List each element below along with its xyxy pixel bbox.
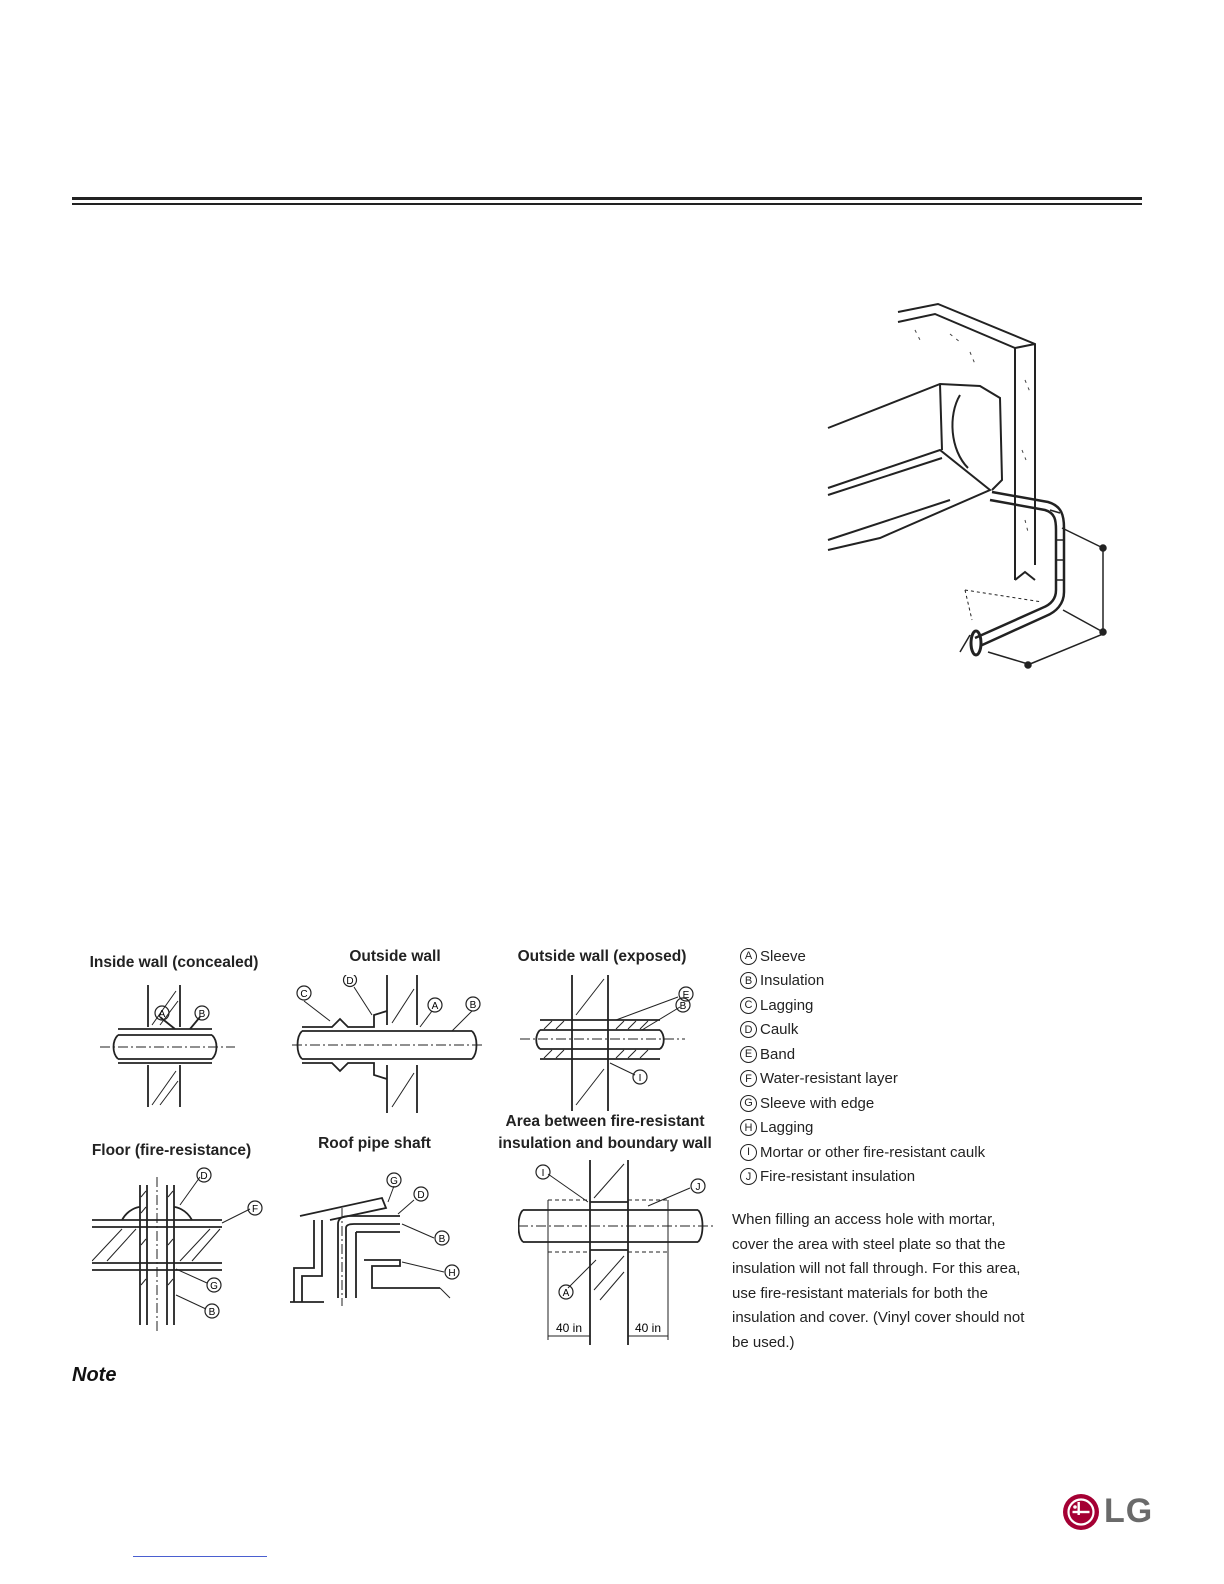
svg-text:G: G <box>210 1281 218 1292</box>
legend-letter: C <box>740 997 757 1014</box>
legend-letter: J <box>740 1168 757 1185</box>
svg-text:J: J <box>695 1182 701 1193</box>
fig-outside-exposed-title: Outside wall (exposed) <box>517 948 687 965</box>
legend-item <box>740 1067 1040 1092</box>
fig-inside-wall-title: Inside wall (concealed) <box>89 954 259 971</box>
legend-label: Fire-resistant insulation <box>760 1168 916 1186</box>
legend-item <box>740 1042 1040 1067</box>
svg-text:F: F <box>251 1204 259 1215</box>
legend-label: Insulation <box>760 972 825 990</box>
svg-text:C: C <box>300 989 308 1000</box>
svg-text:H: H <box>448 1268 456 1279</box>
legend-label: Lagging <box>760 1119 814 1137</box>
fig-fire-area-diagram <box>518 1160 718 1345</box>
svg-text:A: A <box>431 1001 439 1012</box>
legend-letter: H <box>740 1119 757 1136</box>
fig-fire-area-title-2: insulation and boundary wall <box>498 1135 712 1152</box>
svg-text:D: D <box>200 1171 208 1182</box>
legend-label: Water-resistant layer <box>760 1070 898 1088</box>
legend-label: Mortar or other fire-resistant caulk <box>760 1143 986 1161</box>
fig-roof-diagram <box>290 1168 470 1308</box>
header-rule-top <box>72 197 1142 200</box>
fig-roof-title: Roof pipe shaft <box>318 1135 431 1152</box>
svg-text:I: I <box>541 1168 545 1179</box>
dim-left-label: 40 in <box>555 1321 583 1335</box>
dim-right-label: 40 in <box>634 1321 662 1335</box>
legend-item <box>740 1165 1040 1190</box>
legend-letter: G <box>740 1095 757 1112</box>
svg-text:A: A <box>158 1009 166 1020</box>
legend-item <box>740 1140 1040 1165</box>
svg-text:A: A <box>562 1288 570 1299</box>
legend-label: Band <box>760 1045 796 1063</box>
svg-text:D: D <box>346 976 354 987</box>
fig-outside-wall-diagram <box>292 975 487 1115</box>
lg-logo-text: LG <box>1104 1492 1154 1530</box>
lg-logo <box>1062 1492 1153 1531</box>
fig-fire-area-title-1: Area between fire-resistant <box>505 1113 705 1130</box>
legend-letter: I <box>740 1144 757 1161</box>
legend-item <box>740 969 1040 994</box>
legend-label: Caulk <box>760 1021 799 1039</box>
lg-logo-mark-icon <box>1062 1493 1100 1531</box>
fig-floor-title: Floor (fire-resistance) <box>91 1142 252 1159</box>
svg-text:B: B <box>469 1000 477 1011</box>
legend-item <box>740 944 1040 969</box>
legend-item <box>740 993 1040 1018</box>
legend-label: Lagging <box>760 996 814 1014</box>
fig-outside-wall-title: Outside wall <box>349 948 441 965</box>
header-rule-bottom <box>72 203 1142 205</box>
svg-text:E: E <box>682 990 690 1001</box>
indoor-unit-illustration <box>820 300 1120 675</box>
legend-letter: B <box>740 972 757 989</box>
svg-text:B: B <box>679 1001 687 1012</box>
svg-text:G: G <box>390 1176 398 1187</box>
footer-link-underline[interactable] <box>133 1556 267 1557</box>
note-heading: Note <box>72 1364 117 1386</box>
legend-letter: E <box>740 1046 757 1063</box>
legend-item <box>740 1018 1040 1043</box>
svg-text:I: I <box>638 1073 642 1084</box>
legend-letter: D <box>740 1021 757 1038</box>
fig-inside-wall-diagram <box>100 985 240 1110</box>
legend <box>740 944 1040 1189</box>
legend-letter: F <box>740 1070 757 1087</box>
legend-note: When filling an access hole with mortar, cover the area with steel plate so that the insulation will not fall through. For this area, use fire-resistant materials for both the insulation and cover. (Vinyl cover should not be used.) <box>732 1211 1025 1351</box>
legend-item <box>740 1116 1040 1141</box>
svg-text:D: D <box>417 1190 425 1201</box>
legend-label: Sleeve with edge <box>760 1094 875 1112</box>
svg-text:B: B <box>438 1234 446 1245</box>
fig-outside-exposed-diagram <box>520 975 700 1113</box>
legend-letter: A <box>740 948 757 965</box>
legend-item <box>740 1091 1040 1116</box>
svg-text:B: B <box>198 1009 206 1020</box>
legend-label: Sleeve <box>760 947 806 965</box>
fig-floor-diagram <box>92 1165 267 1335</box>
svg-text:B: B <box>208 1307 216 1318</box>
